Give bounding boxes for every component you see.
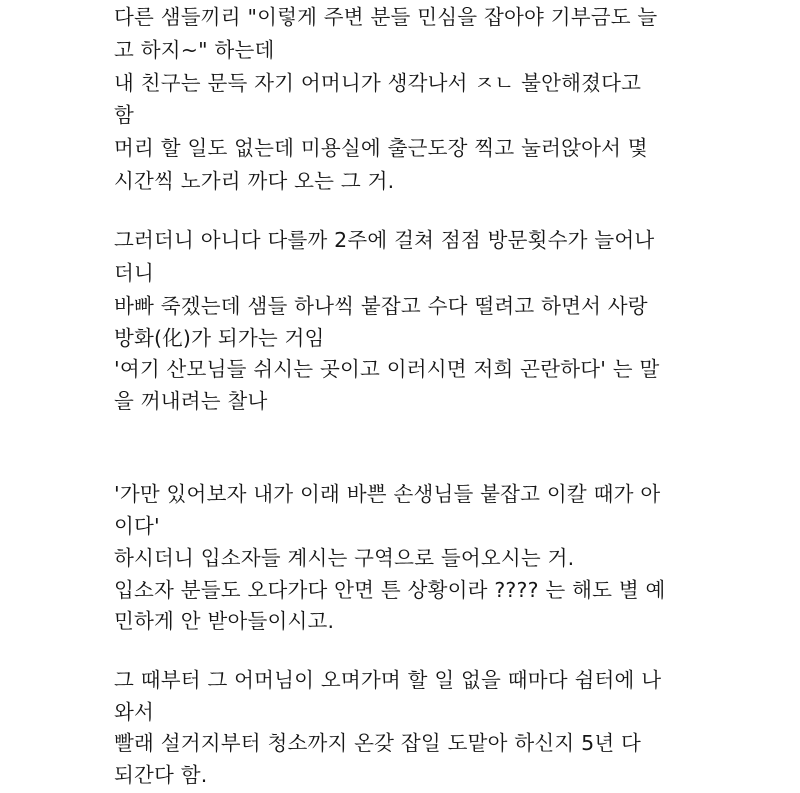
- text-line: 방화(化)가 되가는 거임: [114, 326, 325, 350]
- text-line: 이다': [114, 514, 160, 538]
- text-line: 입소자 분들도 오다가다 안면 튼 상황이라 ???? 는 해도 별 예: [114, 578, 666, 602]
- text-line: 빨래 설거지부터 청소까지 온갖 잡일 도맡아 하신지 5년 다: [114, 731, 642, 755]
- text-line: '여기 산모님들 쉬시는 곳이고 이러시면 저희 곤란하다' 는 말: [114, 357, 660, 381]
- text-line: '가만 있어보자 내가 이래 바쁜 손생님들 붙잡고 이칼 때가 아: [114, 482, 661, 506]
- text-line: 그러더니 아니다 다를까 2주에 걸쳐 점점 방문횟수가 늘어나: [114, 228, 655, 252]
- text-line: 머리 할 일도 없는데 미용실에 출근도장 찍고 눌러앉아서 몇: [114, 136, 648, 160]
- text-line: 시간씩 노가리 까다 오는 그 거.: [114, 169, 395, 193]
- text-line: 와서: [114, 700, 155, 724]
- text-line: 함: [114, 103, 135, 127]
- text-line: 다른 샘들끼리 "이렇게 주변 분들 민심을 잡아야 기부금도 늘: [114, 5, 658, 29]
- text-line: 민하게 안 받아들이시고.: [114, 609, 335, 633]
- text-line: 하시더니 입소자들 계시는 구역으로 들어오시는 거.: [114, 546, 575, 570]
- text-line: 그 때부터 그 어머님이 오며가며 할 일 없을 때마다 쉼터에 나: [114, 668, 662, 692]
- text-line: 바빠 죽겠는데 샘들 하나씩 붙잡고 수다 떨려고 하면서 사랑: [114, 294, 648, 318]
- text-line: 더니: [114, 261, 155, 285]
- text-line: 내 친구는 문득 자기 어머니가 생각나서 ㅈㄴ 불안해졌다고: [114, 71, 642, 95]
- text-line: 을 꺼내려는 찰나: [114, 389, 268, 413]
- text-line: 되간다 함.: [114, 763, 208, 787]
- text-line: 고 하지~" 하는데: [114, 38, 275, 62]
